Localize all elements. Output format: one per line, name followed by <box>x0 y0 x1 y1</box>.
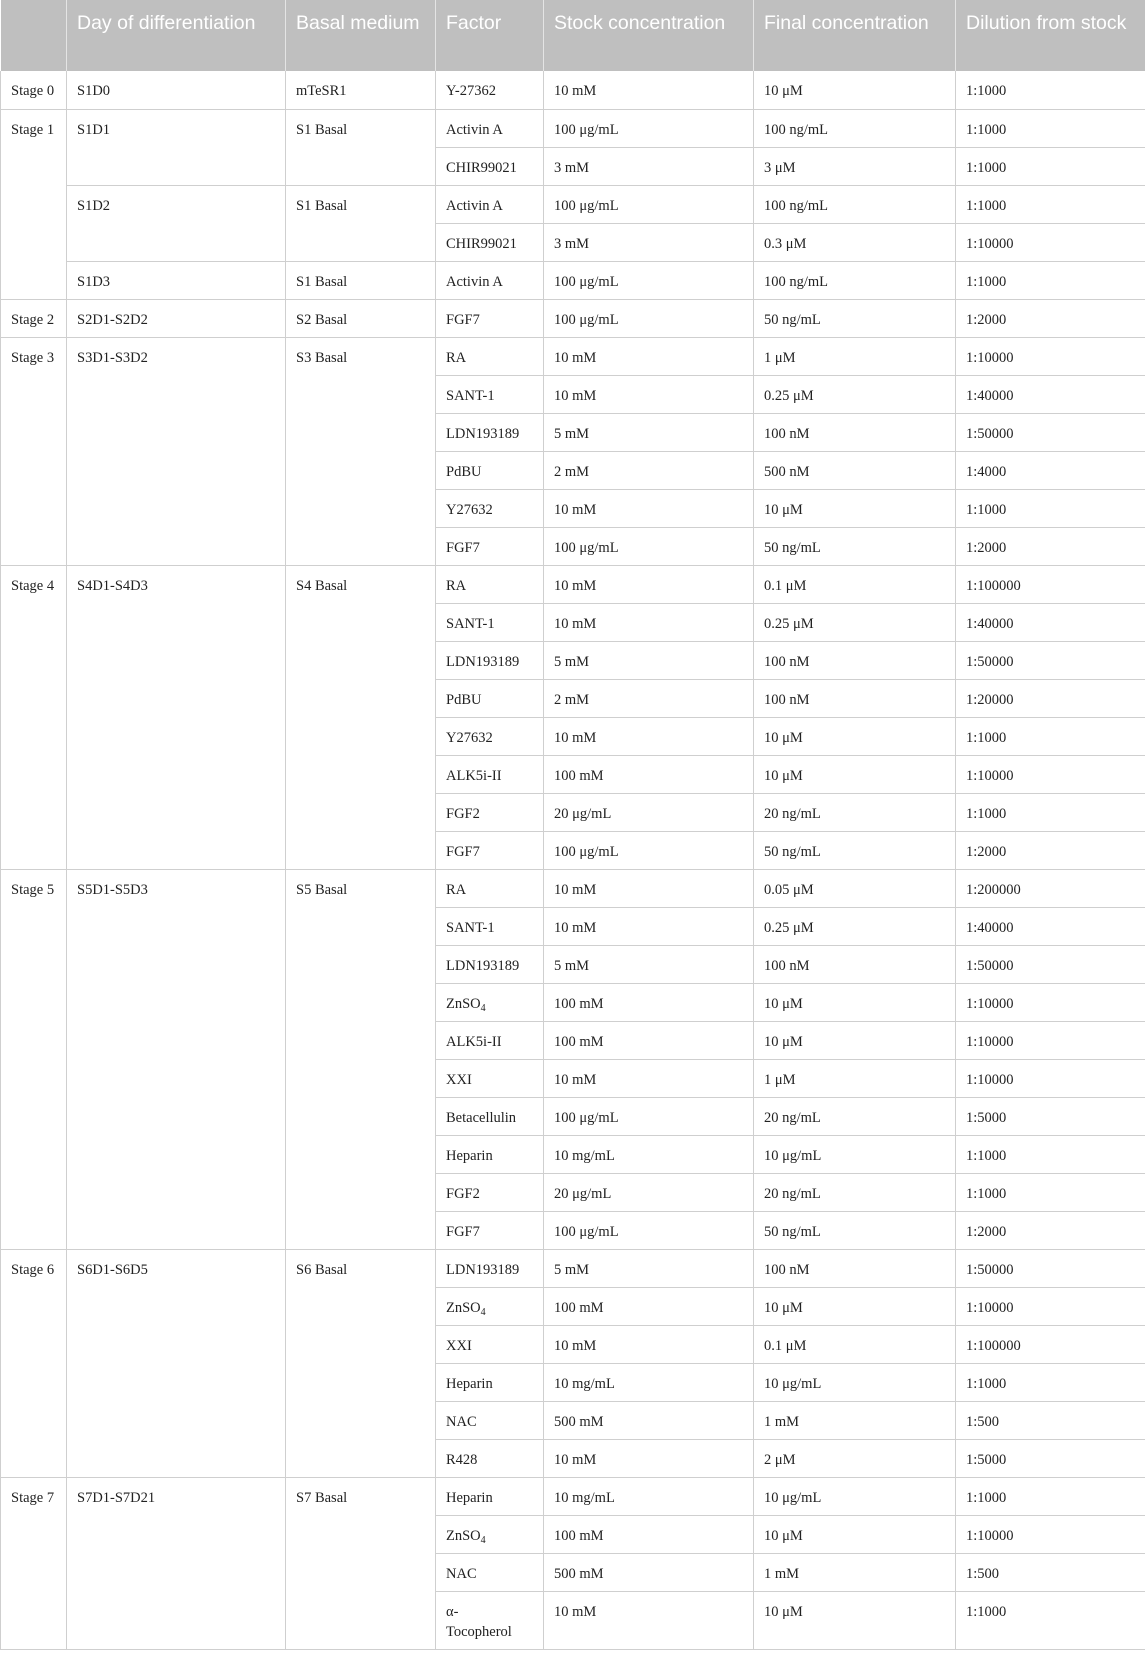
dilution-cell: 1:200000 <box>956 869 1145 907</box>
factor-subscript: 4 <box>480 1002 486 1014</box>
dilution-cell: 1:10000 <box>956 1287 1145 1325</box>
dilution-cell: 1:10000 <box>956 1059 1145 1097</box>
stock-cell: 100 μg/mL <box>544 261 754 299</box>
final-cell: 1 μM <box>754 337 956 375</box>
dilution-cell: 1:1000 <box>956 147 1145 185</box>
dilution-cell: 1:40000 <box>956 603 1145 641</box>
factor-name: FGF7 <box>446 843 480 860</box>
header-stage <box>1 0 67 71</box>
dilution-cell: 1:500 <box>956 1401 1145 1439</box>
factor-cell <box>436 109 544 147</box>
factor-cell <box>436 147 544 185</box>
stock-cell: 100 mM <box>544 983 754 1021</box>
factor-name: Y27632 <box>446 729 493 746</box>
factor-cell <box>436 641 544 679</box>
factor-name: Heparin <box>446 1375 493 1392</box>
header-final: Final concentration <box>754 0 956 71</box>
factor-name: CHIR99021 <box>446 235 517 252</box>
stock-cell: 10 mM <box>544 71 754 109</box>
factor-cell <box>436 1097 544 1135</box>
final-cell: 2 μM <box>754 1439 956 1477</box>
dilution-cell: 1:1000 <box>956 793 1145 831</box>
factor-cell <box>436 1439 544 1477</box>
final-cell: 100 nM <box>754 679 956 717</box>
factor-cell <box>436 869 544 907</box>
stock-cell: 500 mM <box>544 1401 754 1439</box>
factor-cell <box>436 451 544 489</box>
final-cell: 10 μM <box>754 983 956 1021</box>
day-cell: S4D1-S4D3 <box>67 565 286 869</box>
stage-cell: Stage 6 <box>1 1249 67 1477</box>
dilution-cell: 1:4000 <box>956 451 1145 489</box>
final-cell: 1 mM <box>754 1553 956 1591</box>
day-cell: S2D1-S2D2 <box>67 299 286 337</box>
factor-cell <box>436 1553 544 1591</box>
factor-name: PdBU <box>446 463 482 480</box>
stock-cell: 10 mM <box>544 907 754 945</box>
stock-cell: 10 mM <box>544 1439 754 1477</box>
stock-cell: 5 mM <box>544 1249 754 1287</box>
final-cell: 50 ng/mL <box>754 1211 956 1249</box>
factor-name: ALK5i-II <box>446 767 502 784</box>
final-cell: 10 μg/mL <box>754 1135 956 1173</box>
stock-cell: 3 mM <box>544 147 754 185</box>
factor-cell <box>436 755 544 793</box>
stock-cell: 10 mg/mL <box>544 1135 754 1173</box>
stock-cell: 100 mM <box>544 1287 754 1325</box>
header-factor: Factor <box>436 0 544 71</box>
final-cell: 20 ng/mL <box>754 1097 956 1135</box>
factor-cell <box>436 1363 544 1401</box>
final-cell: 10 μg/mL <box>754 1363 956 1401</box>
dilution-cell: 1:100000 <box>956 1325 1145 1363</box>
stage-cell: Stage 3 <box>1 337 67 565</box>
medium-cell: S1 Basal <box>286 109 436 185</box>
factor-cell <box>436 261 544 299</box>
day-cell: S5D1-S5D3 <box>67 869 286 1249</box>
stock-cell: 100 μg/mL <box>544 1097 754 1135</box>
table-row <box>1 869 1145 907</box>
day-cell: S3D1-S3D2 <box>67 337 286 565</box>
dilution-cell: 1:5000 <box>956 1439 1145 1477</box>
factor-name: ALK5i-II <box>446 1033 502 1050</box>
dilution-cell: 1:1000 <box>956 1363 1145 1401</box>
final-cell: 10 μM <box>754 1515 956 1553</box>
header-medium: Basal medium <box>286 0 436 71</box>
final-cell: 10 μM <box>754 1021 956 1059</box>
dilution-cell: 1:40000 <box>956 375 1145 413</box>
day-cell: S1D0 <box>67 71 286 109</box>
factor-name: FGF7 <box>446 1223 480 1240</box>
stock-cell: 2 mM <box>544 451 754 489</box>
medium-cell: S5 Basal <box>286 869 436 1249</box>
factor-cell <box>436 1135 544 1173</box>
final-cell: 100 nM <box>754 413 956 451</box>
final-cell: 10 μM <box>754 1591 956 1649</box>
factor-name: NAC <box>446 1565 477 1582</box>
factor-cell <box>436 1249 544 1287</box>
final-cell: 3 μM <box>754 147 956 185</box>
day-cell: S1D2 <box>67 185 286 261</box>
dilution-cell: 1:50000 <box>956 641 1145 679</box>
medium-cell: S4 Basal <box>286 565 436 869</box>
table-row <box>1 185 1145 223</box>
medium-cell: mTeSR1 <box>286 71 436 109</box>
stock-cell: 20 μg/mL <box>544 1173 754 1211</box>
final-cell: 1 mM <box>754 1401 956 1439</box>
factor-cell <box>436 489 544 527</box>
factor-cell <box>436 527 544 565</box>
dilution-cell: 1:1000 <box>956 185 1145 223</box>
final-cell: 10 μM <box>754 717 956 755</box>
factor-name: XXI <box>446 1071 472 1088</box>
factor-cell <box>436 945 544 983</box>
factor-cell <box>436 1059 544 1097</box>
stock-cell: 100 μg/mL <box>544 185 754 223</box>
dilution-cell: 1:50000 <box>956 945 1145 983</box>
dilution-cell: 1:1000 <box>956 1135 1145 1173</box>
dilution-cell: 1:500 <box>956 1553 1145 1591</box>
header-stock: Stock concentration <box>544 0 754 71</box>
dilution-cell: 1:1000 <box>956 71 1145 109</box>
factor-cell <box>436 1325 544 1363</box>
factor-cell <box>436 793 544 831</box>
factor-cell <box>436 299 544 337</box>
day-cell: S6D1-S6D5 <box>67 1249 286 1477</box>
final-cell: 100 ng/mL <box>754 185 956 223</box>
final-cell: 50 ng/mL <box>754 831 956 869</box>
final-cell: 0.3 μM <box>754 223 956 261</box>
dilution-cell: 1:1000 <box>956 1477 1145 1515</box>
table-header <box>1 0 1145 71</box>
stock-cell: 10 mM <box>544 1059 754 1097</box>
final-cell: 500 nM <box>754 451 956 489</box>
table-row <box>1 109 1145 147</box>
factor-cell <box>436 1287 544 1325</box>
medium-cell: S1 Basal <box>286 185 436 261</box>
factor-name: ZnSO <box>446 995 481 1012</box>
dilution-cell: 1:10000 <box>956 755 1145 793</box>
dilution-cell: 1:40000 <box>956 907 1145 945</box>
final-cell: 10 μM <box>754 71 956 109</box>
table-row <box>1 1249 1145 1287</box>
factor-name: SANT-1 <box>446 919 495 936</box>
dilution-cell: 1:10000 <box>956 983 1145 1021</box>
factor-name: Activin A <box>446 273 503 290</box>
dilution-cell: 1:10000 <box>956 223 1145 261</box>
stock-cell: 10 mM <box>544 489 754 527</box>
factor-name: Heparin <box>446 1489 493 1506</box>
header-day: Day of differentiation <box>67 0 286 71</box>
stock-cell: 5 mM <box>544 641 754 679</box>
table-row <box>1 1477 1145 1515</box>
factor-name: ZnSO <box>446 1299 481 1316</box>
final-cell: 0.25 μM <box>754 603 956 641</box>
factor-name: NAC <box>446 1413 477 1430</box>
stock-cell: 10 mM <box>544 1591 754 1649</box>
dilution-cell: 1:2000 <box>956 299 1145 337</box>
stage-cell: Stage 2 <box>1 299 67 337</box>
factor-name: Y-27362 <box>446 83 496 99</box>
factor-name: XXI <box>446 1337 472 1354</box>
factor-cell <box>436 1515 544 1553</box>
stock-cell: 100 μg/mL <box>544 831 754 869</box>
stock-cell: 100 μg/mL <box>544 109 754 147</box>
factor-name: Activin A <box>446 197 503 214</box>
factor-cell <box>436 1173 544 1211</box>
stock-cell: 100 mM <box>544 755 754 793</box>
dilution-cell: 1:10000 <box>956 1515 1145 1553</box>
factor-name: Activin A <box>446 121 503 138</box>
stock-cell: 100 μg/mL <box>544 1211 754 1249</box>
dilution-cell: 1:50000 <box>956 1249 1145 1287</box>
dilution-cell: 1:1000 <box>956 109 1145 147</box>
factor-name: FGF7 <box>446 539 480 556</box>
dilution-cell: 1:1000 <box>956 1173 1145 1211</box>
final-cell: 1 μM <box>754 1059 956 1097</box>
stock-cell: 20 μg/mL <box>544 793 754 831</box>
dilution-cell: 1:5000 <box>956 1097 1145 1135</box>
final-cell: 0.25 μM <box>754 907 956 945</box>
factor-name: FGF7 <box>446 311 480 328</box>
medium-cell: S2 Basal <box>286 299 436 337</box>
final-cell: 0.1 μM <box>754 1325 956 1363</box>
dilution-cell: 1:1000 <box>956 717 1145 755</box>
stage-cell: Stage 7 <box>1 1477 67 1649</box>
factor-cell <box>436 1401 544 1439</box>
dilution-cell: 1:10000 <box>956 1021 1145 1059</box>
stock-cell: 100 μg/mL <box>544 527 754 565</box>
table-row <box>1 565 1145 603</box>
final-cell: 10 μM <box>754 755 956 793</box>
factor-cell <box>436 1211 544 1249</box>
medium-cell: S7 Basal <box>286 1477 436 1649</box>
medium-cell: S1 Basal <box>286 261 436 299</box>
factor-cell <box>436 337 544 375</box>
factor-cell <box>436 603 544 641</box>
table-row <box>1 337 1145 375</box>
stock-cell: 10 mM <box>544 375 754 413</box>
dilution-cell: 1:2000 <box>956 527 1145 565</box>
final-cell: 10 μg/mL <box>754 1477 956 1515</box>
factor-cell <box>436 831 544 869</box>
factor-name: SANT-1 <box>446 387 495 404</box>
medium-cell: S3 Basal <box>286 337 436 565</box>
dilution-cell: 1:10000 <box>956 337 1145 375</box>
stock-cell: 2 mM <box>544 679 754 717</box>
factor-name: FGF2 <box>446 805 480 822</box>
stock-cell: 10 mM <box>544 869 754 907</box>
factor-name: RA <box>446 577 467 594</box>
dilution-cell: 1:2000 <box>956 831 1145 869</box>
factor-cell <box>436 71 544 109</box>
factor-name: LDN193189 <box>446 653 520 670</box>
factor-name: FGF2 <box>446 1185 480 1202</box>
stock-cell: 10 mg/mL <box>544 1363 754 1401</box>
stock-cell: 5 mM <box>544 945 754 983</box>
factor-name: PdBU <box>446 691 482 708</box>
dilution-cell: 1:100000 <box>956 565 1145 603</box>
factor-cell <box>436 679 544 717</box>
factor-name: SANT-1 <box>446 615 495 632</box>
stock-cell: 10 mM <box>544 1325 754 1363</box>
factor-name: RA <box>446 881 467 898</box>
factor-subscript: 4 <box>480 1534 486 1546</box>
day-cell: S7D1-S7D21 <box>67 1477 286 1649</box>
factor-cell <box>436 565 544 603</box>
dilution-cell: 1:1000 <box>956 261 1145 299</box>
final-cell: 0.1 μM <box>754 565 956 603</box>
table-row <box>1 299 1145 337</box>
stock-cell: 5 mM <box>544 413 754 451</box>
final-cell: 100 nM <box>754 945 956 983</box>
final-cell: 20 ng/mL <box>754 793 956 831</box>
stock-cell: 100 μg/mL <box>544 299 754 337</box>
factor-cell <box>436 983 544 1021</box>
stock-cell: 10 mM <box>544 337 754 375</box>
factor-name: R428 <box>446 1451 478 1468</box>
dilution-cell: 1:50000 <box>956 413 1145 451</box>
stock-cell: 10 mM <box>544 603 754 641</box>
dilution-cell: 1:1000 <box>956 489 1145 527</box>
stage-cell: Stage 1 <box>1 109 67 299</box>
stock-cell: 10 mg/mL <box>544 1477 754 1515</box>
final-cell: 10 μM <box>754 1287 956 1325</box>
factor-cell <box>436 1021 544 1059</box>
stock-cell: 500 mM <box>544 1553 754 1591</box>
final-cell: 20 ng/mL <box>754 1173 956 1211</box>
table-row <box>1 71 1145 109</box>
dilution-cell: 1:1000 <box>956 1591 1145 1649</box>
factor-name: CHIR99021 <box>446 159 517 176</box>
factor-cell <box>436 907 544 945</box>
final-cell: 100 ng/mL <box>754 109 956 147</box>
stage-cell: Stage 0 <box>1 71 67 109</box>
factor-cell <box>436 1477 544 1515</box>
day-cell: S1D1 <box>67 109 286 185</box>
stock-cell: 3 mM <box>544 223 754 261</box>
final-cell: 0.05 μM <box>754 869 956 907</box>
final-cell: 100 nM <box>754 641 956 679</box>
stock-cell: 10 mM <box>544 717 754 755</box>
factor-name: RA <box>446 349 467 366</box>
final-cell: 50 ng/mL <box>754 299 956 337</box>
final-cell: 0.25 μM <box>754 375 956 413</box>
factor-name: α-Tocopherol <box>446 1603 512 1640</box>
header-row <box>1 0 1145 71</box>
factor-cell <box>436 185 544 223</box>
dilution-cell: 1:20000 <box>956 679 1145 717</box>
factor-name: Betacellulin <box>446 1109 517 1126</box>
factor-cell <box>436 717 544 755</box>
medium-cell: S6 Basal <box>286 1249 436 1477</box>
day-cell: S1D3 <box>67 261 286 299</box>
factor-name: LDN193189 <box>446 1261 520 1278</box>
factor-cell <box>436 375 544 413</box>
final-cell: 50 ng/mL <box>754 527 956 565</box>
final-cell: 100 nM <box>754 1249 956 1287</box>
stage-cell: Stage 5 <box>1 869 67 1249</box>
stock-cell: 100 mM <box>544 1515 754 1553</box>
factor-cell <box>436 223 544 261</box>
factor-name: Y27632 <box>446 501 493 518</box>
final-cell: 100 ng/mL <box>754 261 956 299</box>
factor-name: Heparin <box>446 1147 493 1164</box>
table-body <box>1 71 1145 1649</box>
factor-cell <box>436 413 544 451</box>
stock-cell: 10 mM <box>544 565 754 603</box>
table-row <box>1 261 1145 299</box>
stage-cell: Stage 4 <box>1 565 67 869</box>
header-dilution: Dilution from stock <box>956 0 1145 71</box>
dilution-cell: 1:2000 <box>956 1211 1145 1249</box>
factor-name: LDN193189 <box>446 957 520 974</box>
final-cell: 10 μM <box>754 489 956 527</box>
factor-cell <box>436 1591 544 1649</box>
stock-cell: 100 mM <box>544 1021 754 1059</box>
factor-name: LDN193189 <box>446 425 520 442</box>
factor-subscript: 4 <box>480 1306 486 1318</box>
factor-name: ZnSO <box>446 1527 481 1544</box>
